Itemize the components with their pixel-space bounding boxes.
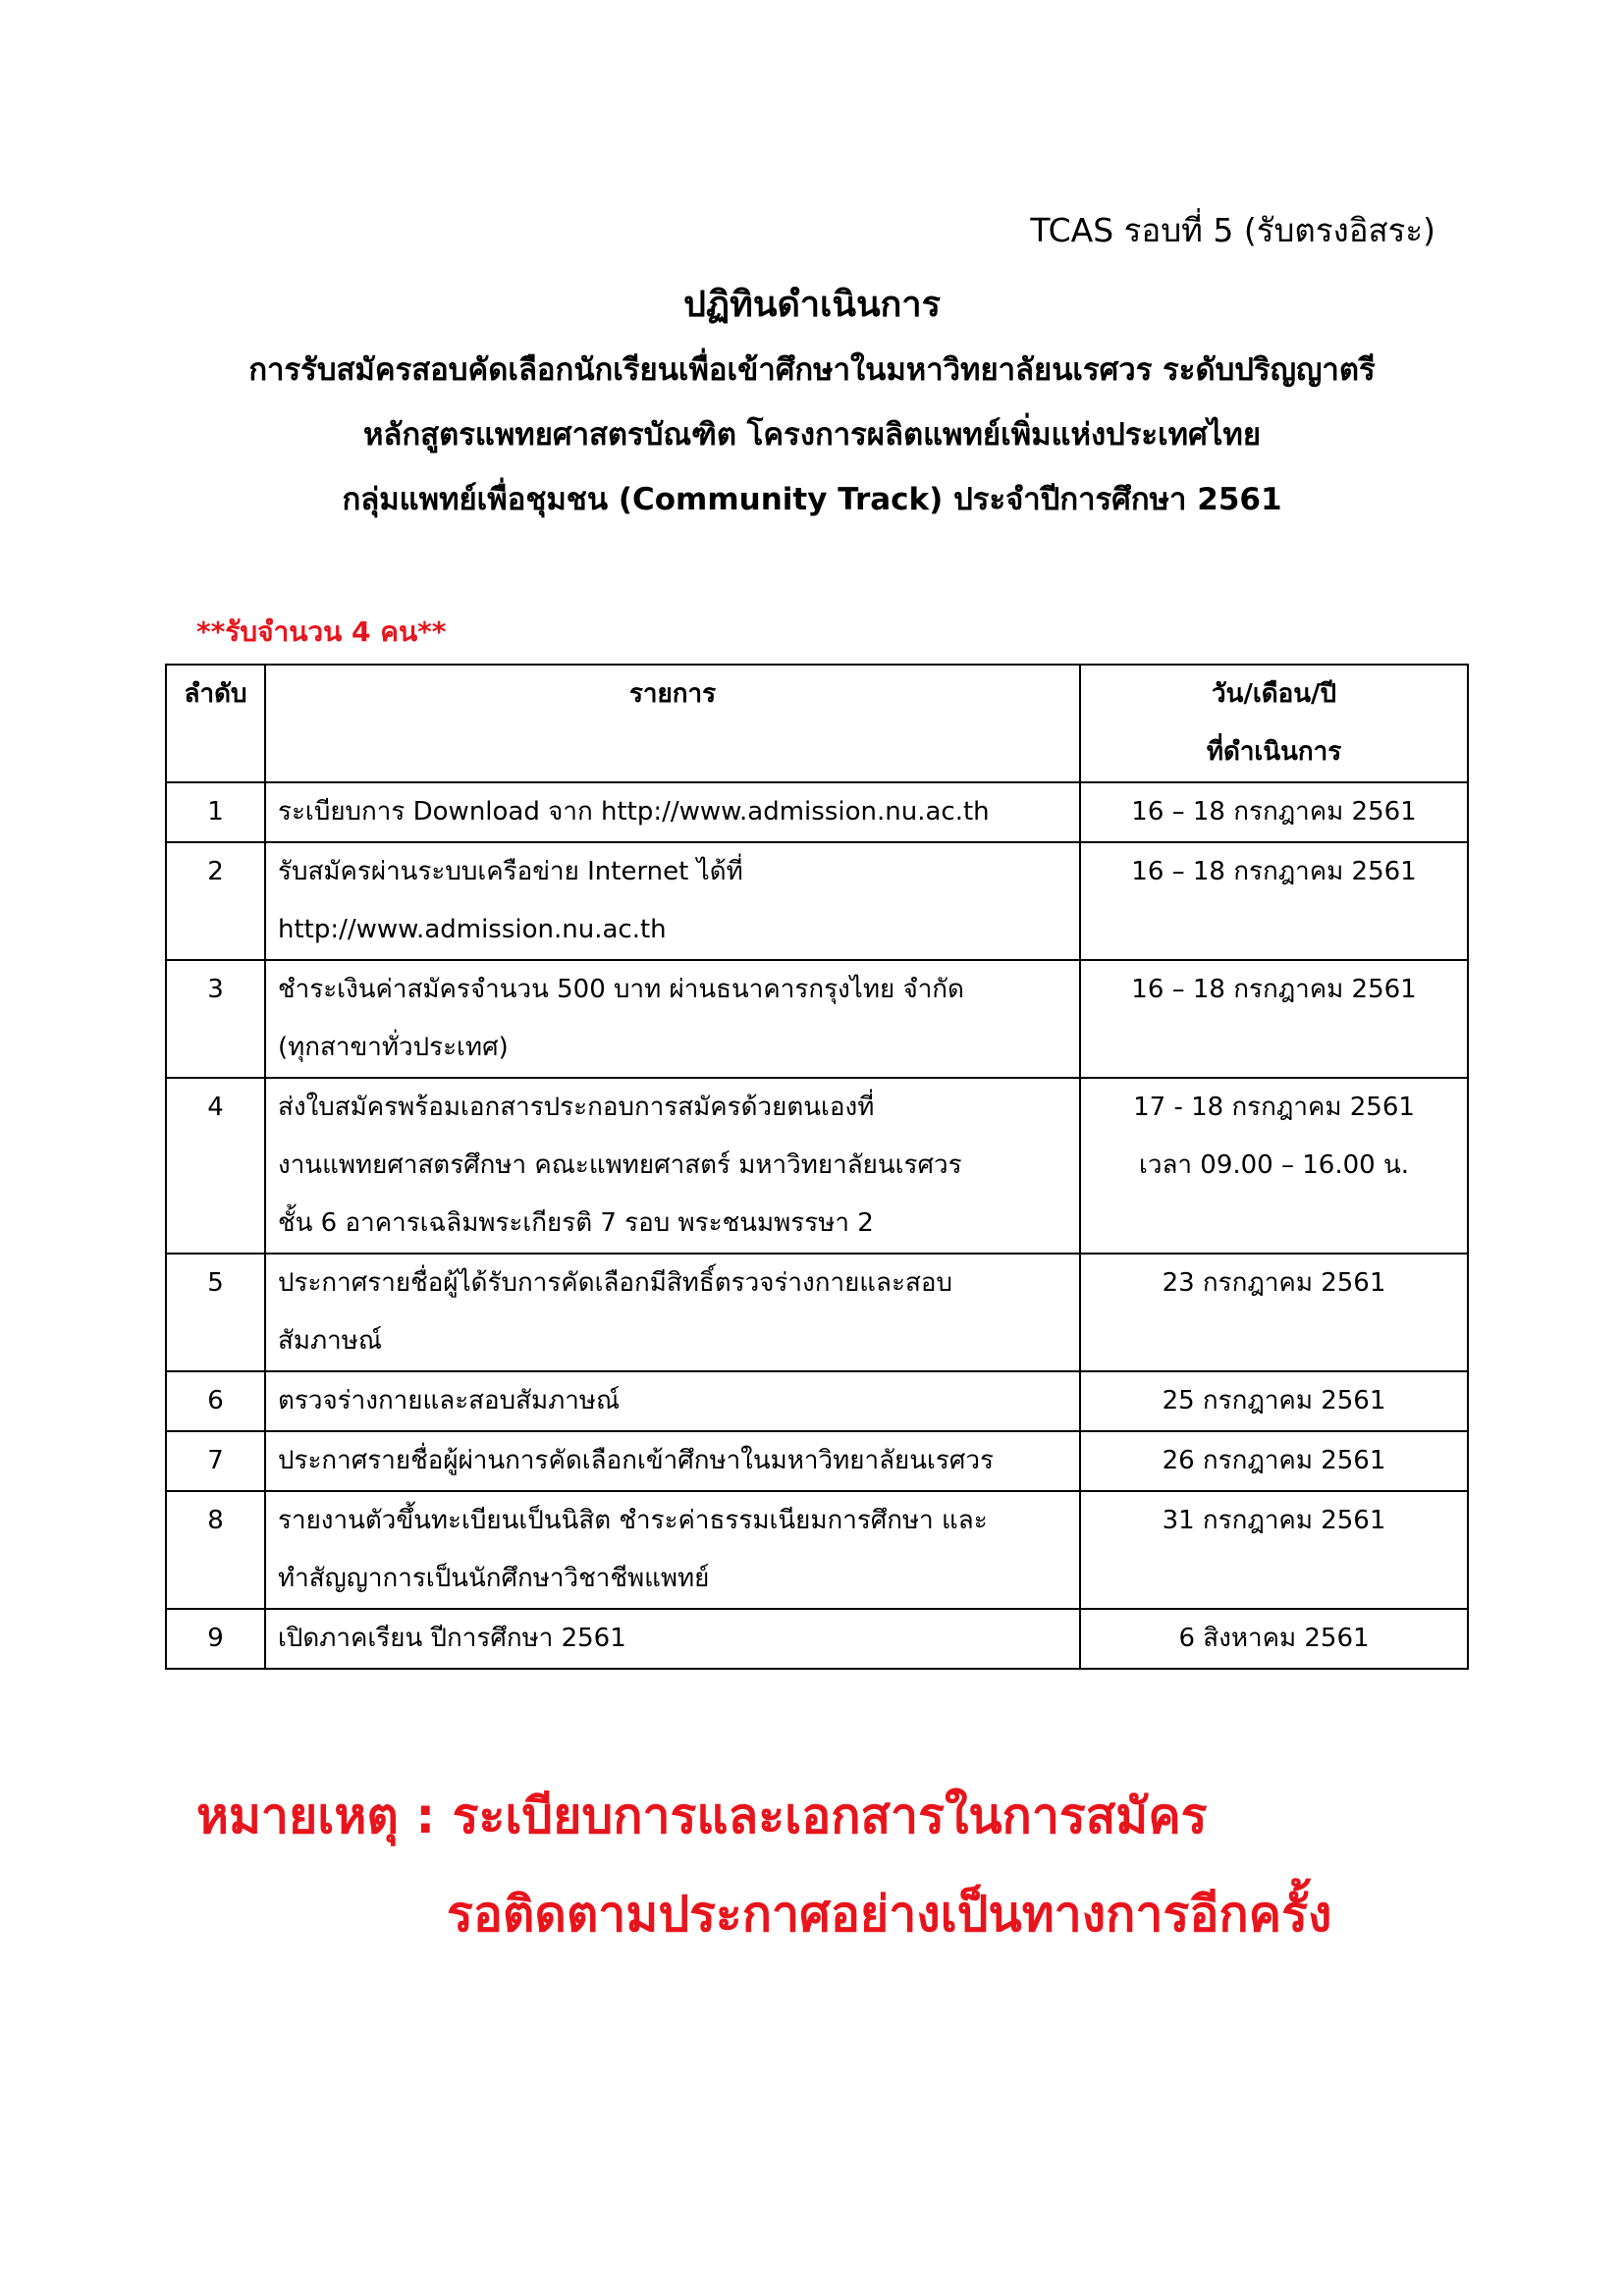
row-number-value: 1 xyxy=(207,797,224,827)
row-item-line: http://www.admission.nu.ac.th xyxy=(278,915,667,944)
row-date xyxy=(1080,1371,1468,1431)
table-row xyxy=(166,1491,1468,1609)
row-item-line: งานแพทยศาสตรศึกษา คณะแพทยศาสตร์ มหาวิทยาลัยนเรศวร xyxy=(278,1150,962,1180)
row-date-line: 23 กรกฎาคม 2561 xyxy=(1162,1268,1386,1298)
table-row xyxy=(166,960,1468,1078)
row-item xyxy=(265,1371,1080,1431)
heading-block xyxy=(0,273,1624,532)
header-item-label: รายการ xyxy=(628,679,717,709)
row-item xyxy=(265,1491,1080,1609)
row-date xyxy=(1080,960,1468,1078)
row-date xyxy=(1080,782,1468,842)
table-row xyxy=(166,842,1468,960)
row-date-line: เวลา 09.00 – 16.00 น. xyxy=(1139,1150,1409,1180)
row-item-line: รับสมัครผ่านระบบเครือข่าย Internet ได้ที่ xyxy=(278,857,743,886)
heading-line-3: กลุ่มแพทย์เพื่อชุมชน (Community Track) ประจำปีการศึกษา 2561 xyxy=(342,482,1282,517)
remark-line-2: รอติดตามประกาศอย่างเป็นทางการอีกครั้ง xyxy=(447,1886,1332,1943)
header-item xyxy=(265,665,1080,782)
row-number-value: 7 xyxy=(207,1446,224,1475)
schedule-body xyxy=(166,782,1468,1669)
row-date xyxy=(1080,1431,1468,1491)
heading-line-1: การรับสมัครสอบคัดเลือกนักเรียนเพื่อเข้าศึกษาในมหาวิทยาลัยนเรศวร ระดับปริญญาตรี xyxy=(248,352,1376,388)
row-number-value: 8 xyxy=(207,1506,224,1535)
row-item xyxy=(265,1254,1080,1371)
row-item-line: ทำสัญญาการเป็นนักศึกษาวิชาชีพแพทย์ xyxy=(278,1564,710,1593)
table-row xyxy=(166,782,1468,842)
row-number-value: 4 xyxy=(207,1093,224,1122)
row-item-line: ชั้น 6 อาคารเฉลิมพระเกียรติ 7 รอบ พระชนมพรรษา 2 xyxy=(278,1208,874,1238)
row-item-line: ตรวจร่างกายและสอบสัมภาษณ์ xyxy=(278,1386,621,1415)
row-number-value: 2 xyxy=(207,857,224,886)
row-item-line: (ทุกสาขาทั่วประเทศ) xyxy=(278,1033,509,1062)
row-number-value: 9 xyxy=(207,1624,224,1653)
row-date xyxy=(1080,1491,1468,1609)
row-number xyxy=(166,960,265,1078)
row-item-line: รายงานตัวขึ้นทะเบียนเป็นนิสิต ชำระค่าธรรมเนียมการศึกษา และ xyxy=(278,1506,988,1535)
row-item xyxy=(265,960,1080,1078)
row-number-value: 5 xyxy=(207,1268,224,1298)
row-item-line: ส่งใบสมัครพร้อมเอกสารประกอบการสมัครด้วยตนเองที่ xyxy=(278,1093,875,1122)
row-date xyxy=(1080,842,1468,960)
table-row xyxy=(166,1431,1468,1491)
row-number xyxy=(166,842,265,960)
row-number xyxy=(166,1078,265,1254)
row-number-value: 6 xyxy=(207,1386,224,1415)
table-row xyxy=(166,1254,1468,1371)
row-item xyxy=(265,1078,1080,1254)
header-date xyxy=(1080,665,1468,782)
table-row xyxy=(166,1371,1468,1431)
row-date-line: 17 - 18 กรกฎาคม 2561 xyxy=(1133,1093,1415,1122)
table-row xyxy=(166,1078,1468,1254)
row-date-line: 31 กรกฎาคม 2561 xyxy=(1162,1506,1386,1535)
remark-line-1: หมายเหตุ : ระเบียบการและเอกสารในการสมัคร xyxy=(196,1788,1208,1844)
row-item xyxy=(265,1431,1080,1491)
heading-line-2: หลักสูตรแพทยศาสตรบัณฑิต โครงการผลิตแพทย์เพิ่มแห่งประเทศไทย xyxy=(362,417,1261,453)
row-date xyxy=(1080,1078,1468,1254)
row-date xyxy=(1080,1254,1468,1371)
row-item xyxy=(265,782,1080,842)
header-no-label: ลำดับ xyxy=(184,679,247,709)
row-item-line: ชำระเงินค่าสมัครจำนวน 500 บาท ผ่านธนาคารกรุงไทย จำกัด xyxy=(278,975,964,1004)
round-label: TCAS รอบที่ 5 (รับตรงอิสระ) xyxy=(1030,211,1435,249)
row-item-line: ประกาศรายชื่อผู้ผ่านการคัดเลือกเข้าศึกษาในมหาวิทยาลัยนเรศวร xyxy=(278,1446,994,1475)
row-item xyxy=(265,842,1080,960)
row-date-line: 26 กรกฎาคม 2561 xyxy=(1162,1446,1386,1475)
row-item-line: เปิดภาคเรียน ปีการศึกษา 2561 xyxy=(278,1624,626,1653)
schedule-table xyxy=(165,664,1469,1670)
row-date-line: 16 – 18 กรกฎาคม 2561 xyxy=(1131,797,1417,827)
heading-main: ปฏิทินดำเนินการ xyxy=(683,285,941,325)
row-date-line: 6 สิงหาคม 2561 xyxy=(1178,1624,1370,1653)
row-number xyxy=(166,1491,265,1609)
row-number-value: 3 xyxy=(207,975,224,1004)
row-item xyxy=(265,1609,1080,1669)
row-number xyxy=(166,1371,265,1431)
quota-note: **รับจำนวน 4 คน** xyxy=(196,615,447,648)
header-date-line-2: ที่ดำเนินการ xyxy=(1206,737,1342,767)
row-number xyxy=(166,782,265,842)
row-date-line: 25 กรกฎาคม 2561 xyxy=(1162,1386,1386,1415)
row-number xyxy=(166,1609,265,1669)
row-number xyxy=(166,1254,265,1371)
row-date xyxy=(1080,1609,1468,1669)
row-date-line: 16 – 18 กรกฎาคม 2561 xyxy=(1131,975,1417,1004)
row-date-line: 16 – 18 กรกฎาคม 2561 xyxy=(1131,857,1417,886)
table-header-row xyxy=(166,665,1468,782)
row-number xyxy=(166,1431,265,1491)
row-item-line: ระเบียบการ Download จาก http://www.admission.nu.ac.th xyxy=(278,797,990,827)
header-no xyxy=(166,665,265,782)
row-item-line: สัมภาษณ์ xyxy=(278,1326,383,1356)
row-item-line: ประกาศรายชื่อผู้ได้รับการคัดเลือกมีสิทธิ์ตรวจร่างกายและสอบ xyxy=(278,1268,952,1298)
table-row xyxy=(166,1609,1468,1669)
header-date-line-1: วัน/เดือน/ปี xyxy=(1211,679,1337,709)
